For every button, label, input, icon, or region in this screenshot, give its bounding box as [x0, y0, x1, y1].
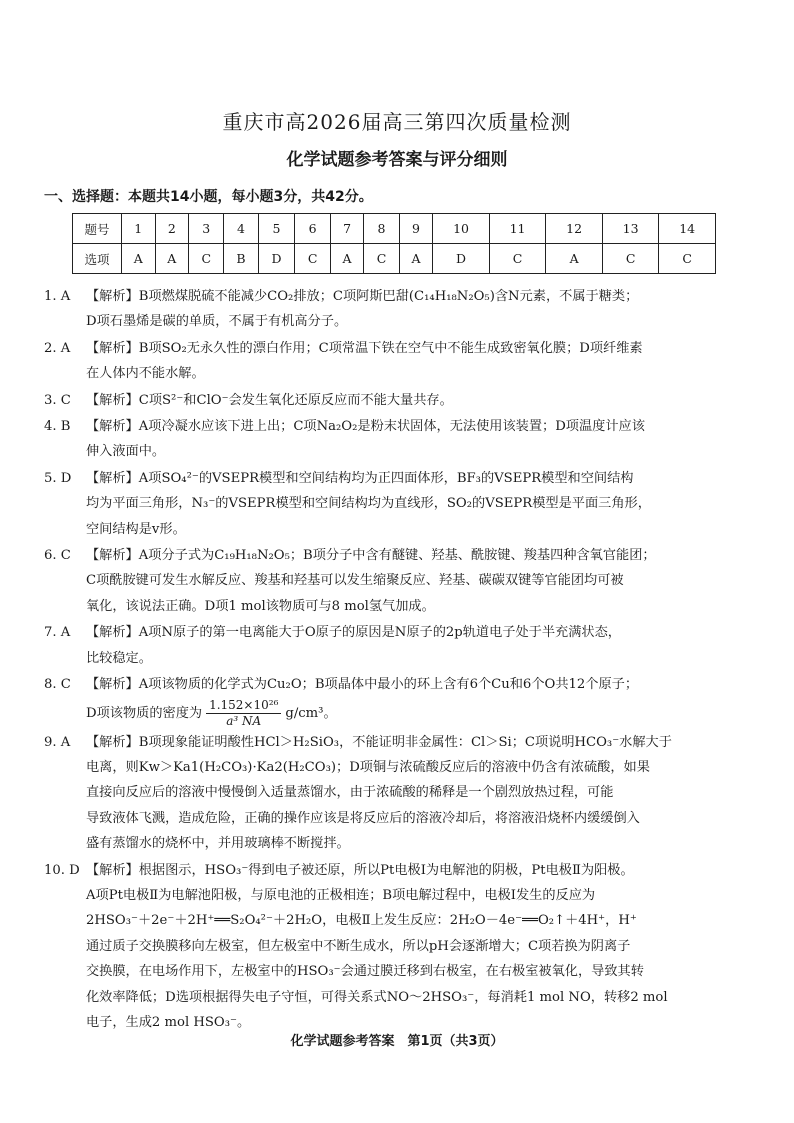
- question-label: 4. B: [44, 419, 71, 435]
- explanation-item: [44, 543, 750, 619]
- question-label: 10. D: [44, 862, 80, 878]
- answer-option-cell: A: [399, 244, 433, 274]
- question-number-cell: 9: [399, 214, 433, 244]
- explanation-line: C项酰胺键可发生水解反应、羧基和羟基可以发生缩聚反应、羟基、碳碳双键等官能团均可被: [86, 573, 624, 589]
- table-row-label: 题号: [73, 214, 122, 244]
- answer-option-cell: C: [602, 244, 659, 274]
- explanation-text: [86, 336, 750, 387]
- question-label: 5. D: [44, 470, 72, 486]
- density-fraction: [206, 698, 281, 729]
- explanation-line: 【解析】B项现象能证明酸性HCl＞H₂SiO₃，不能证明非金属性：Cl＞Si；C项说明HCO₃⁻水解大于: [86, 734, 672, 750]
- explanation-line: 【解析】B项燃煤脱硫不能减少CO₂排放；C项阿斯巴甜(C₁₄H₁₈N₂O₅)含N元素，不属于糖类；: [86, 289, 639, 304]
- explanation-item: [44, 672, 750, 728]
- explanation-line: A项Pt电极Ⅱ为电解池阳极，与原电池的正极相连；B项电解过程中，电极Ⅰ发生的反应为: [86, 887, 596, 903]
- explanation-text: [86, 388, 750, 413]
- explanation-line: 【解析】A项冷凝水应该下进上出；C项Na₂O₂是粉末状固体，无法使用该装置；D项温度计应该: [86, 419, 645, 435]
- explanation-line: 氧化，该说法正确。D项1 mol该物质可与8 mol氢气加成。: [86, 598, 435, 614]
- explanation-line: 直接向反应后的溶液中慢慢倒入适量蒸馏水，由于浓硫酸的稀释是一个剧烈放热过程，可能: [86, 785, 614, 801]
- density-formula-line: [86, 698, 750, 729]
- question-number-cell: 7: [330, 214, 364, 244]
- question-label: 9. A: [44, 734, 71, 750]
- explanation-line: D项石墨烯是碳的单质，不属于有机高分子。: [86, 314, 348, 330]
- question-label: 6. C: [44, 548, 71, 564]
- explanation-item: [44, 414, 750, 465]
- explanation-text: [86, 620, 750, 671]
- explanation-line: 【解析】A项分子式为C₁₉H₁₈N₂O₅；B项分子中含有醚键、羟基、酰胺键、羧基四种含氧官能团；: [86, 548, 656, 564]
- answer-option-cell: D: [258, 244, 295, 274]
- question-label: 2. A: [44, 340, 71, 356]
- formula-unit: g/cm³。: [285, 705, 337, 721]
- explanation-item: [44, 466, 750, 542]
- explanation-text: [86, 730, 750, 857]
- explanation-text: [86, 672, 750, 728]
- explanation-line: 【解析】A项该物质的化学式为Cu₂O；B项晶体中最小的环上含有6个Cu和6个O共12个原子；: [86, 677, 639, 693]
- explanation-text: [86, 543, 750, 619]
- answer-option-cell: A: [546, 244, 603, 274]
- question-label: 8. C: [44, 677, 71, 693]
- answer-option-cell: C: [364, 244, 399, 274]
- answer-table: [72, 213, 716, 274]
- answer-table-number-row: [73, 214, 716, 244]
- explanation-text: [86, 858, 750, 1036]
- section-heading: 一、选择题：本题共14小题，每小题3分，共42分。: [44, 189, 373, 205]
- table-row-label: 选项: [73, 244, 122, 274]
- explanation-item: [44, 388, 750, 413]
- explanation-line: 电离，则Kw＞Ka1(H₂CO₃)·Ka2(H₂CO₃)；D项铜与浓硫酸反应后的溶液中仍含有浓硫酸，如果: [86, 759, 650, 775]
- explanation-line: 交换膜，在电场作用下，左极室中的HSO₃⁻会通过膜迁移到右极室，在右极室被氧化，导致其转: [86, 964, 644, 980]
- explanation-list: [44, 284, 750, 1036]
- explanation-line: 【解析】A项N原子的第一电离能大于O原子的原因是N原子的2p轨道电子处于半充满状态，: [86, 625, 621, 641]
- explanation-line: 伸入液面中。: [86, 444, 166, 460]
- explanation-line: 【解析】根据图示，HSO₃⁻得到电子被还原，所以Pt电极Ⅰ为电解池的阴极，Pt电极Ⅱ为阳极。: [86, 862, 634, 878]
- answer-option-cell: C: [659, 244, 716, 274]
- explanation-item: [44, 284, 750, 335]
- answer-option-cell: D: [433, 244, 490, 274]
- fraction-denominator: a³ NA: [226, 713, 262, 728]
- answer-option-cell: C: [189, 244, 224, 274]
- explanation-line: 【解析】B项SO₂无永久性的漂白作用；C项常温下铁在空气中不能生成致密氧化膜；D项纤维素: [86, 340, 643, 356]
- explanation-line: 2HSO₃⁻＋2e⁻＋2H⁺══S₂O₄²⁻＋2H₂O，电极Ⅱ上发生反应：2H₂O－4e⁻══O₂↑＋4H⁺，H⁺: [86, 913, 637, 929]
- question-number-cell: 10: [433, 214, 490, 244]
- answer-option-cell: B: [224, 244, 258, 274]
- explanation-item: [44, 336, 750, 387]
- document-subtitle: 化学试题参考答案与评分细则: [286, 150, 508, 170]
- answer-option-cell: A: [122, 244, 156, 274]
- question-number-cell: 14: [659, 214, 716, 244]
- explanation-line: 空间结构是v形。: [86, 521, 186, 537]
- question-number-cell: 5: [258, 214, 295, 244]
- explanation-line: 电子，生成2 mol HSO₃⁻。: [86, 1014, 251, 1030]
- question-number-cell: 8: [364, 214, 399, 244]
- question-number-cell: 3: [189, 214, 224, 244]
- answer-table-option-row: [73, 244, 716, 274]
- formula-prefix: D项该物质的密度为: [86, 705, 203, 721]
- question-number-cell: 4: [224, 214, 258, 244]
- explanation-line: 导致液体飞溅，造成危险，正确的操作应该是将反应后的溶液冷却后，将溶液沿烧杯内缓缓倒入: [86, 810, 640, 826]
- question-number-cell: 13: [602, 214, 659, 244]
- answer-option-cell: C: [295, 244, 330, 274]
- question-label: 1. A: [44, 289, 71, 304]
- explanation-line: 比较稳定。: [86, 650, 152, 666]
- explanation-line: 通过质子交换膜移向左极室，但左极室中不断生成水，所以pH会逐渐增大；C项若换为阴离子: [86, 938, 631, 954]
- answer-option-cell: A: [330, 244, 364, 274]
- answer-option-cell: C: [489, 244, 546, 274]
- explanation-line: 化效率降低；D选项根据得失电子守恒，可得关系式NO～2HSO₃⁻，每消耗1 mol NO，转移2 mol: [86, 989, 668, 1005]
- explanation-item: [44, 858, 750, 1036]
- explanation-text: [86, 284, 750, 335]
- question-number-cell: 11: [489, 214, 546, 244]
- page-footer: 化学试题参考答案 第1页（共3页）: [290, 1034, 504, 1049]
- explanation-text: [86, 414, 750, 465]
- question-number-cell: 1: [122, 214, 156, 244]
- explanation-line: 在人体内不能水解。: [86, 366, 205, 382]
- explanation-line: 【解析】A项SO₄²⁻的VSEPR模型和空间结构均为正四面体形，BF₃的VSEPR模型和空间结构: [86, 470, 634, 486]
- question-label: 7. A: [44, 625, 71, 641]
- fraction-numerator: 1.152×10²⁶: [206, 698, 281, 714]
- question-number-cell: 6: [295, 214, 330, 244]
- explanation-item: [44, 730, 750, 857]
- explanation-text: [86, 466, 750, 542]
- question-number-cell: 2: [155, 214, 189, 244]
- question-label: 3. C: [44, 392, 71, 408]
- explanation-line: 均为平面三角形，N₃⁻的VSEPR模型和空间结构均为直线形，SO₂的VSEPR模型是平面三角形，: [86, 496, 651, 512]
- explanation-line: 盛有蒸馏水的烧杯中，并用玻璃棒不断搅拌。: [86, 836, 350, 852]
- answer-option-cell: A: [155, 244, 189, 274]
- explanation-item: [44, 620, 750, 671]
- page-title: 重庆市高2026届高三第四次质量检测: [222, 110, 572, 134]
- question-number-cell: 12: [546, 214, 603, 244]
- explanation-line: 【解析】C项S²⁻和ClO⁻会发生氧化还原反应而不能大量共存。: [86, 392, 453, 408]
